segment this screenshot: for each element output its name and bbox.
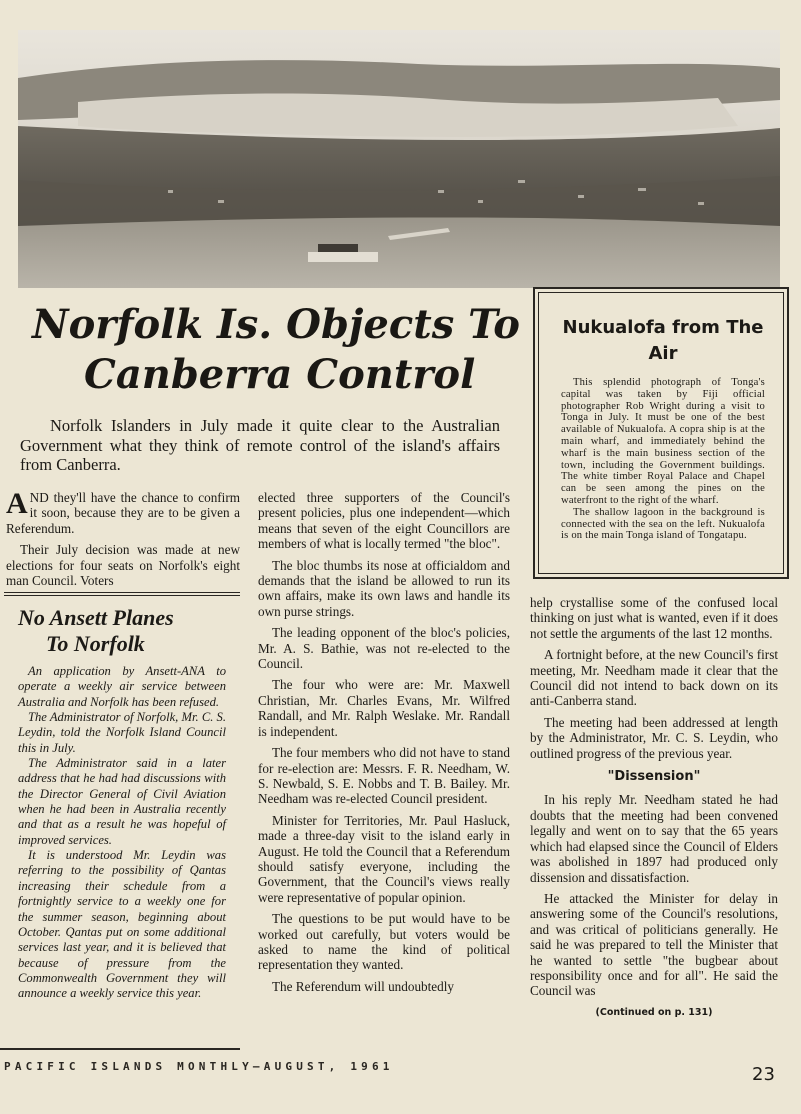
ansett-headline <box>18 605 240 657</box>
article-paragraph: In his reply Mr. Needham stated he had doubts that the meeting had been convened legally and went on to say that the 65 years which had elapsed since the Council of Elders was abolished in 1897 had produced only dissension and dissatisfaction. <box>530 792 778 885</box>
continued-note: (Continued on p. 131) <box>595 1006 713 1018</box>
caption-title: Nukualofa from The Air <box>562 317 764 364</box>
caption-text <box>561 377 765 542</box>
article-paragraph: The questions to be put would have to be worked out carefully, but voters would be asked to name the kind of political representation they wanted. <box>258 911 510 973</box>
article-paragraph: The four members who did not have to stand for re-election are: Messrs. F. R. Needham, W. S. Newbald, S. E. Nobbs and T. B. Bailey. Mr. Needham was re-elected Council president. <box>258 745 510 807</box>
article-paragraph: An application by Ansett-ANA to operate a weekly air service between Australia and Norfolk has been refused. <box>18 664 226 709</box>
ansett-article <box>18 664 226 1002</box>
aerial-photo-image <box>18 30 780 288</box>
drop-cap: A <box>6 487 28 520</box>
article-paragraph: AND they'll have the chance to confirm it soon, because they are to be given a Referendum. <box>6 487 240 536</box>
article-paragraph: The Referendum will undoubtedly <box>272 978 455 994</box>
section-subhead: "Dissension" <box>607 769 701 785</box>
ansett-headline-line-1: No Ansett Planes <box>18 605 174 630</box>
article-column-2 <box>258 490 510 1000</box>
aerial-photo <box>18 30 780 288</box>
lede-text: Norfolk Islanders in July made it quite clear to the Australian Government what they think of remote control of the island's affairs from Canberra. <box>20 416 500 474</box>
footer-divider <box>0 1048 240 1050</box>
running-footer: PACIFIC ISLANDS MONTHLY—AUGUST, 1961 <box>4 1060 394 1073</box>
article-paragraph: The leading opponent of the bloc's policies, Mr. A. S. Bathie, was not re-elected to the Council. <box>258 625 510 672</box>
article-paragraph: The Administrator said in a later address that he had had discussions with the Director General of Civil Aviation when he had been in Australia recently and that as a result he was hopeful of improved services. <box>18 756 226 847</box>
ansett-headline-line-2: To Norfolk <box>46 631 145 656</box>
photo-caption-box <box>533 287 789 579</box>
caption-paragraph: This splendid photograph of Tonga's capital was taken by Fiji official photographer Rob Wright during a visit to Tonga in July. It must be one of the best available of Nukualofa. A copra ship is at the main wharf, and immediately behind the wharf is the main business section of the town, including the Government buildings. The white timber Royal Palace and Chapel can be seen among the pines on the waterfront to the right of the wharf. <box>561 377 765 506</box>
article-paragraph: The bloc thumbs its nose at officialdom and demands that the island be allowed to run its own affairs, make its own laws and handle its own purse strings. <box>258 557 510 619</box>
headline-line-1: Norfolk Is. Objects To <box>32 301 520 348</box>
headline-line-2: Canberra Control <box>84 351 476 398</box>
article-paragraph: Their July decision was made at new elections for four seats on Norfolk's eight man Council. Voters <box>6 542 240 589</box>
article-paragraph: It is understood Mr. Leydin was referring to the possibility of Qantas increasing their schedule from a fortnightly service to a weekly one for the summer season, beginning about October. Qantas put on some additional services last year, and it is believed that because of pressure from the Commonwealth Government they will announce a weekly service this year. <box>18 848 226 1001</box>
article-paragraph: elected three supporters of the Council's present policies, plus one independent—which means that seven of the eight Councillors are members of what is locally termed "the bloc". <box>258 490 510 552</box>
section-divider <box>4 592 240 593</box>
caption-paragraph: The shallow lagoon in the background is connected with the sea on the left. Nukualofa is on the main Tonga island of Tongatapu. <box>561 506 765 542</box>
main-headline <box>18 300 528 400</box>
article-column-3 <box>530 595 778 1020</box>
article-paragraph: A fortnight before, at the new Council's first meeting, Mr. Needham made it clear that the Council did not intend to back down on its anti-Canberra stand. <box>530 647 778 709</box>
article-paragraph: help crystallise some of the confused local thinking on just what is wanted, even if it does not settle the arguments of the last 12 months. <box>530 595 778 641</box>
article-paragraph: The four who were are: Mr. Maxwell Christian, Mr. Charles Evans, Mr. Wilfred Randall, and Mr. Ralph Weslake. Mr. Randall is independent. <box>258 677 510 739</box>
page-number: 23 <box>752 1064 775 1085</box>
article-paragraph: He attacked the Minister for delay in answering some of the Council's resolutions, and was critical of politicians generally. He said he was prepared to tell the Minister that he wanted to settle "the bugbear about responsibility once and for all". He said the Council was <box>530 890 778 999</box>
article-paragraph: The meeting had been addressed at length by the Administrator, Mr. C. S. Leydin, who outlined progress of the previous year. <box>530 714 778 761</box>
article-paragraph: Minister for Territories, Mr. Paul Hasluck, made a three-day visit to the island early in August. He told the Council that a Referendum should satisfy everyone, including the Government, that the Council's views really were representative of popular opinion. <box>258 812 510 905</box>
article-paragraph: The Administrator of Norfolk, Mr. C. S. Leydin, told the Norfolk Island Council this in July. <box>18 710 226 755</box>
lede-paragraph <box>20 416 500 475</box>
article-column-1 <box>6 487 240 594</box>
